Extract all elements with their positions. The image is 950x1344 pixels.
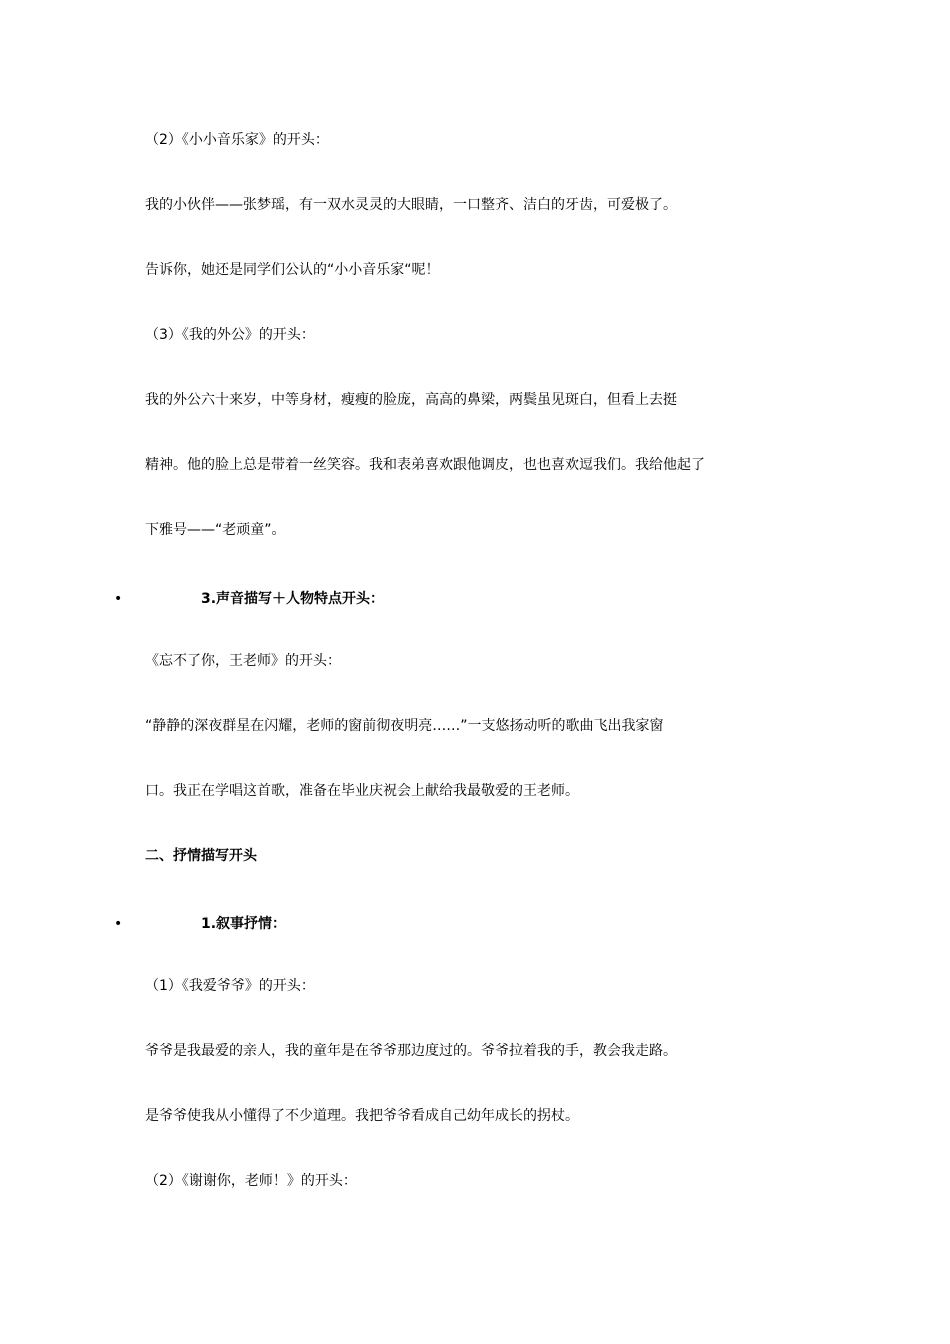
paragraph-text: 我的小伙伴——张梦瑶，有一双水灵灵的大眼睛，一口整齐、洁白的牙齿，可爱极了。: [145, 197, 677, 213]
bullet-heading: 1.叙事抒情：: [201, 916, 287, 932]
paragraph-text: 是爷爷使我从小懂得了不少道理。我把爷爷看成自己幼年成长的拐杖。: [145, 1108, 579, 1124]
section-heading: 二、抒情描写开头: [145, 848, 257, 864]
bullet-icon: •: [114, 591, 123, 607]
paragraph-text: 我的外公六十来岁，中等身材，瘦瘦的脸庞，高高的鼻梁，两鬓虽见斑白，但看上去挺: [145, 392, 677, 408]
subheading-wo-ai-yeye: （1）《我爱爷爷》的开头：: [145, 978, 315, 994]
subheading-xiexie-laoshi: （2）《谢谢你，老师！》的开头：: [145, 1173, 357, 1189]
paragraph-text: 下雅号——“老顽童”。: [145, 522, 286, 538]
bullet-icon: •: [114, 916, 123, 932]
subheading-xiaoxiao-yinyuejia: （2）《小小音乐家》的开头：: [145, 132, 329, 148]
paragraph-text: 爷爷是我最爱的亲人，我的童年是在爷爷那边度过的。爷爷拉着我的手，教会我走路。: [145, 1043, 677, 1059]
paragraph-text: 口。我正在学唱这首歌，准备在毕业庆祝会上献给我最敬爱的王老师。: [145, 783, 579, 799]
paragraph-text: “静静的深夜群星在闪耀，老师的窗前彻夜明亮……”一支悠扬动听的歌曲飞出我家窗: [145, 718, 664, 734]
subheading-wode-waigong: （3）《我的外公》的开头：: [145, 327, 315, 343]
bullet-heading: 3.声音描写＋人物特点开头：: [201, 591, 385, 607]
paragraph-text: 告诉你，她还是同学们公认的“小小音乐家“呢！: [145, 262, 440, 278]
subheading-wang-laoshi: 《忘不了你，王老师》的开头：: [145, 653, 341, 669]
paragraph-text: 精神。他的脸上总是带着一丝笑容。我和表弟喜欢跟他调皮，也也喜欢逗我们。我给他起了: [145, 457, 705, 473]
